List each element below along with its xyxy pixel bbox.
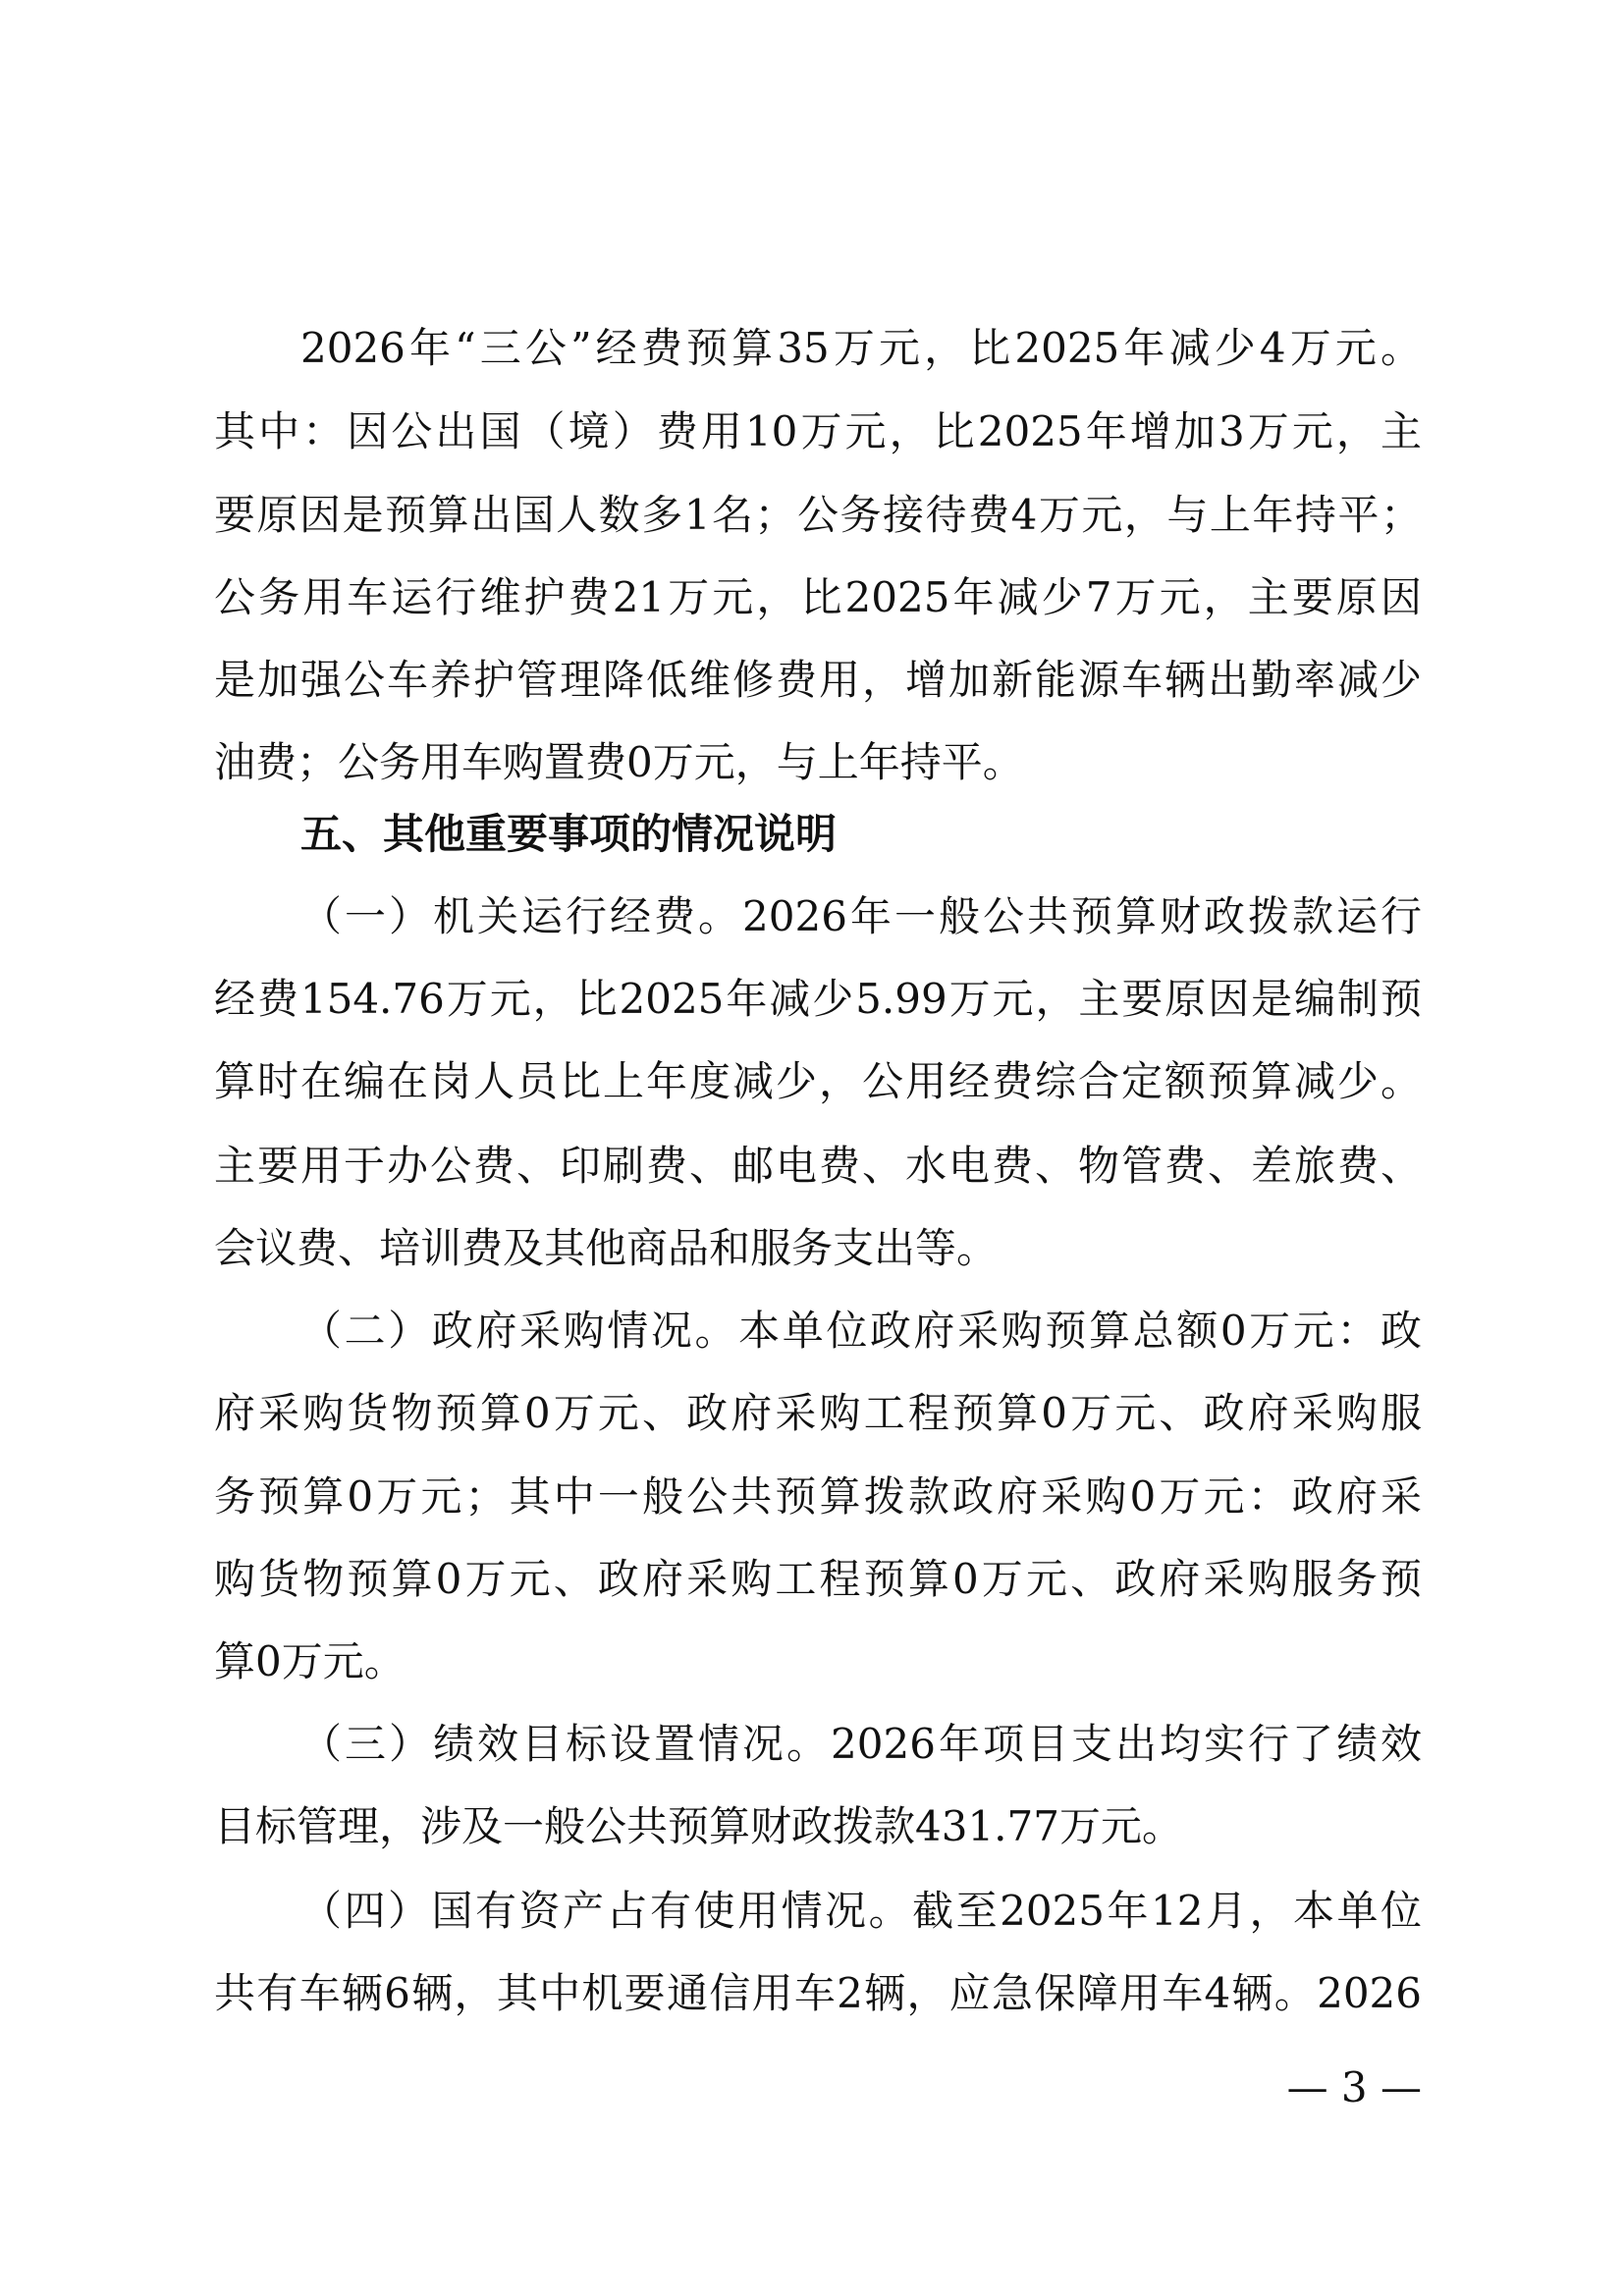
paragraph-line: 主要用于办公费、印刷费、邮电费、水电费、物管费、差旅费、 [214, 1142, 1422, 1190]
paragraph-line: 是加强公车养护管理降低维修费用，增加新能源车辆出勤率减少 [214, 656, 1422, 704]
paragraph-line: 经费154.76万元，比2025年减少5.99万元，主要原因是编制预 [214, 975, 1422, 1023]
page-number: — 3 — [1286, 2063, 1422, 2111]
paragraph-line: 目标管理，涉及一般公共预算财政拨款431.77万元。 [214, 1802, 1183, 1850]
section-heading: 五、其他重要事项的情况说明 [300, 810, 838, 858]
paragraph-line: 购货物预算0万元、政府采购工程预算0万元、政府采购服务预 [214, 1555, 1422, 1603]
paragraph-line: 2026年“三公”经费预算35万元，比2025年减少4万元。 [300, 324, 1422, 372]
paragraph-line: （三）绩效目标设置情况。2026年项目支出均实行了绩效 [300, 1720, 1422, 1768]
paragraph-line: 其中：因公出国（境）费用10万元，比2025年增加3万元，主 [214, 407, 1422, 455]
paragraph-line: 会议费、培训费及其他商品和服务支出等。 [214, 1224, 999, 1272]
paragraph-line: （一）机关运行经费。2026年一般公共预算财政拨款运行 [300, 892, 1422, 940]
paragraph-line: 算0万元。 [214, 1637, 406, 1685]
paragraph-line: （二）政府采购情况。本单位政府采购预算总额0万元：政 [300, 1307, 1422, 1355]
paragraph-line: 要原因是预算出国人数多1名；公务接待费4万元，与上年持平； [214, 491, 1422, 539]
paragraph-line: 府采购货物预算0万元、政府采购工程预算0万元、政府采购服 [214, 1389, 1422, 1437]
paragraph-line: 共有车辆6辆，其中机要通信用车2辆，应急保障用车4辆。2026 [214, 1969, 1422, 2017]
paragraph-line: 油费；公务用车购置费0万元，与上年持平。 [214, 738, 1024, 786]
paragraph-line: （四）国有资产占有使用情况。截至2025年12月，本单位 [300, 1887, 1422, 1935]
paragraph-line: 算时在编在岗人员比上年度减少，公用经费综合定额预算减少。 [214, 1057, 1422, 1105]
paragraph-line: 务预算0万元；其中一般公共预算拨款政府采购0万元：政府采 [214, 1472, 1422, 1521]
paragraph-line: 公务用车运行维护费21万元，比2025年减少7万元，主要原因 [214, 573, 1422, 621]
